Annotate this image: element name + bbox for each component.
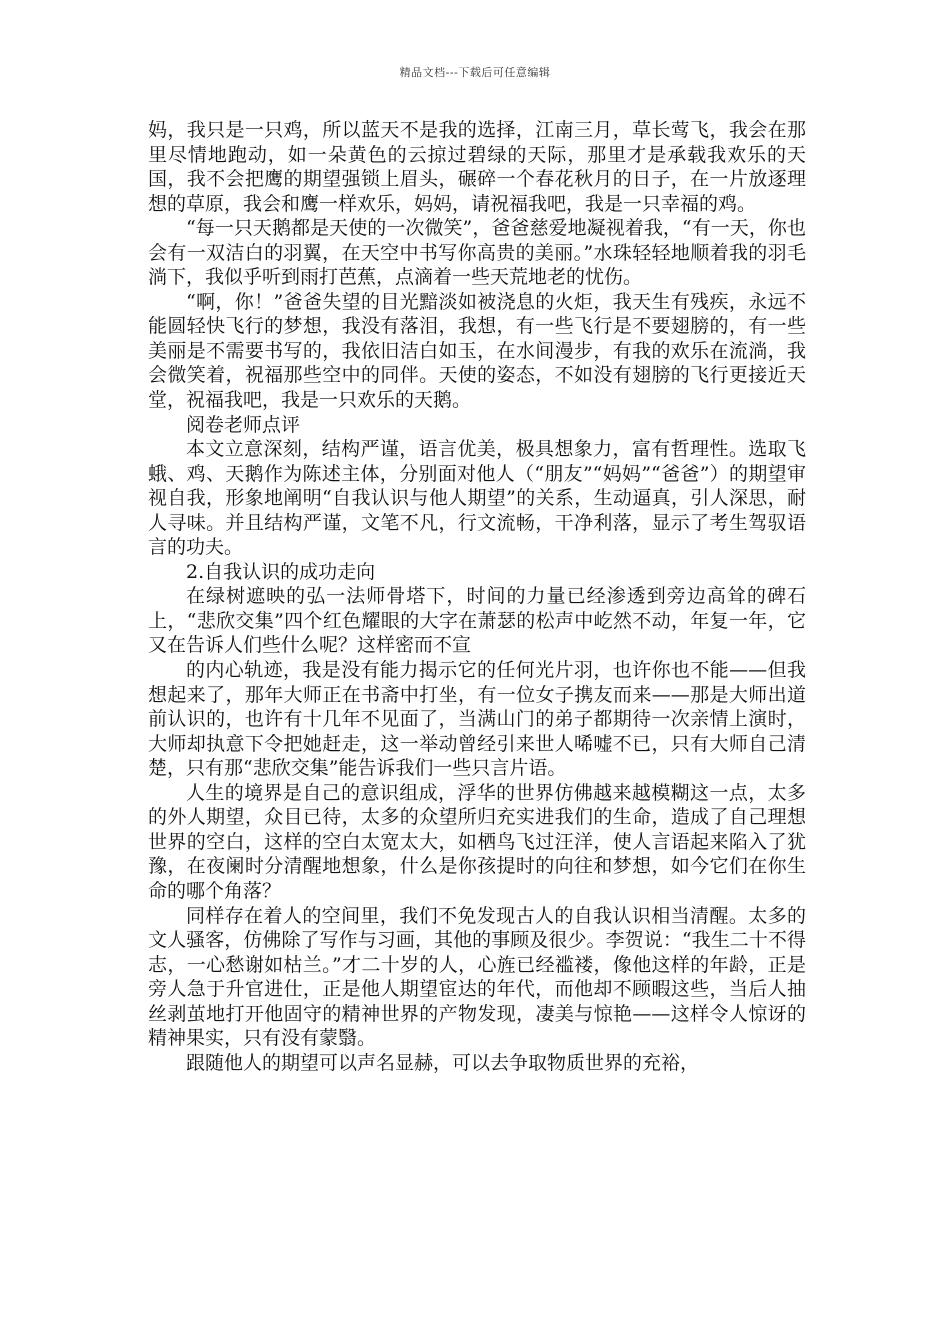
- paragraph: 人生的境界是自己的意识组成，浮华的世界仿佛越来越模糊这一点，太多的外人期望，众目已待，太多的众望所归充实进我们的生命，造成了自己理想世界的空白，这样的空白太宽太大，如栖鸟飞过汪洋，使人言语起来陷入了犹豫，在夜阑时分清醒地想象，什么是你孩提时的向往和梦想，如今它们在你生命的哪个角落？: [148, 781, 806, 902]
- paragraph: 的内心轨迹，我是没有能力揭示它的任何光片羽，也许你也不能——但我想起来了，那年大师正在书斋中打坐，有一位女子携友而来——那是大师出道前认识的，也许有十几年不见面了，当满山门的弟子都期待一次亲情上演时，大师却执意下令把她赶走，这一举动曾经引来世人唏嘘不已，只有大师自己清楚，只有那“悲欣交集”能告诉我们一些只言片语。: [148, 659, 806, 780]
- paragraph: 跟随他人的期望可以声名显赫，可以去争取物质世界的充裕，: [186, 1051, 700, 1074]
- paragraph: 妈，我只是一只鸡，所以蓝天不是我的选择，江南三月，草长莺飞，我会在那里尽情地跑动，如一朵黄色的云掠过碧绿的天际，那里才是承载我欢乐的天国，我不会把鹰的期望强锁上眉头，碾碎一个春花秋月的日子，在一片放逐理想的草原，我会和鹰一样欢乐，妈妈，请祝福我吧，我是一只幸福的鸡。: [148, 119, 806, 215]
- page-header: 精品文档---下载后可任意编辑: [399, 66, 551, 79]
- section-heading: 2.自我认识的成功走向: [186, 560, 376, 583]
- paragraph: “啊，你！”爸爸失望的目光黯淡如被浇息的火炬，我天生有残疾，永远不能圆轻快飞行的梦想，我没有落泪，我想，有一些飞行是不要翅膀的，有一些美丽是不需要书写的，我依旧洁白如玉，在水间漫步，有我的欢乐在流淌，我会微笑着，祝福那些空中的同伴。天使的姿态，不如没有翅膀的飞行更接近天堂，祝福我吧，我是一只欢乐的天鹅。: [148, 290, 806, 412]
- paragraph: 在绿树遮映的弘一法师骨塔下，时间的力量已经渗透到旁边高耸的碑石上，“悲欣交集”四个红色耀眼的大字在萧瑟的松声中屹然不动，年复一年，它又在告诉人们些什么呢？这样密而不宣: [148, 585, 806, 657]
- section-heading: 阅卷老师点评: [186, 413, 301, 436]
- paragraph: 同样存在着人的空间里，我们不免发现古人的自我认识相当清醒。太多的文人骚客，仿佛除了写作与习画，其他的事顾及很少。李贺说：“我生二十不得志，一心愁谢如枯兰。”才二十岁的人，心旌已经褴褛，像他这样的年龄，正是旁人急于升官进仕，正是他人期望宦达的年代，而他却不顾暇这些，当后人抽丝剥茧地打开他固守的精神世界的产物发现，凄美与惊艳——这样令人惊讶的精神果实，只有没有蒙翳。: [148, 904, 806, 1050]
- article-body: [148, 118, 806, 1075]
- paragraph: 本文立意深刻，结构严谨，语言优美，极具想象力，富有哲理性。选取飞蛾、鸡、天鹅作为陈述主体，分别面对他人（“朋友”“妈妈”“爸爸”）的期望审视自我，形象地阐明“自我认识与他人期望”的关系，生动逼真，引人深思，耐人寻味。并且结构严谨，文笔不凡，行文流畅，干净利落，显示了考生驾驭语言的功夫。: [148, 438, 806, 559]
- paragraph: “每一只天鹅都是天使的一次微笑”，爸爸慈爱地凝视着我，“有一天，你也会有一双洁白的羽翼，在天空中书写你高贵的美丽。”水珠轻轻地顺着我的羽毛淌下，我似乎听到雨打芭蕉，点滴着一些天荒地老的忧伤。: [148, 217, 806, 289]
